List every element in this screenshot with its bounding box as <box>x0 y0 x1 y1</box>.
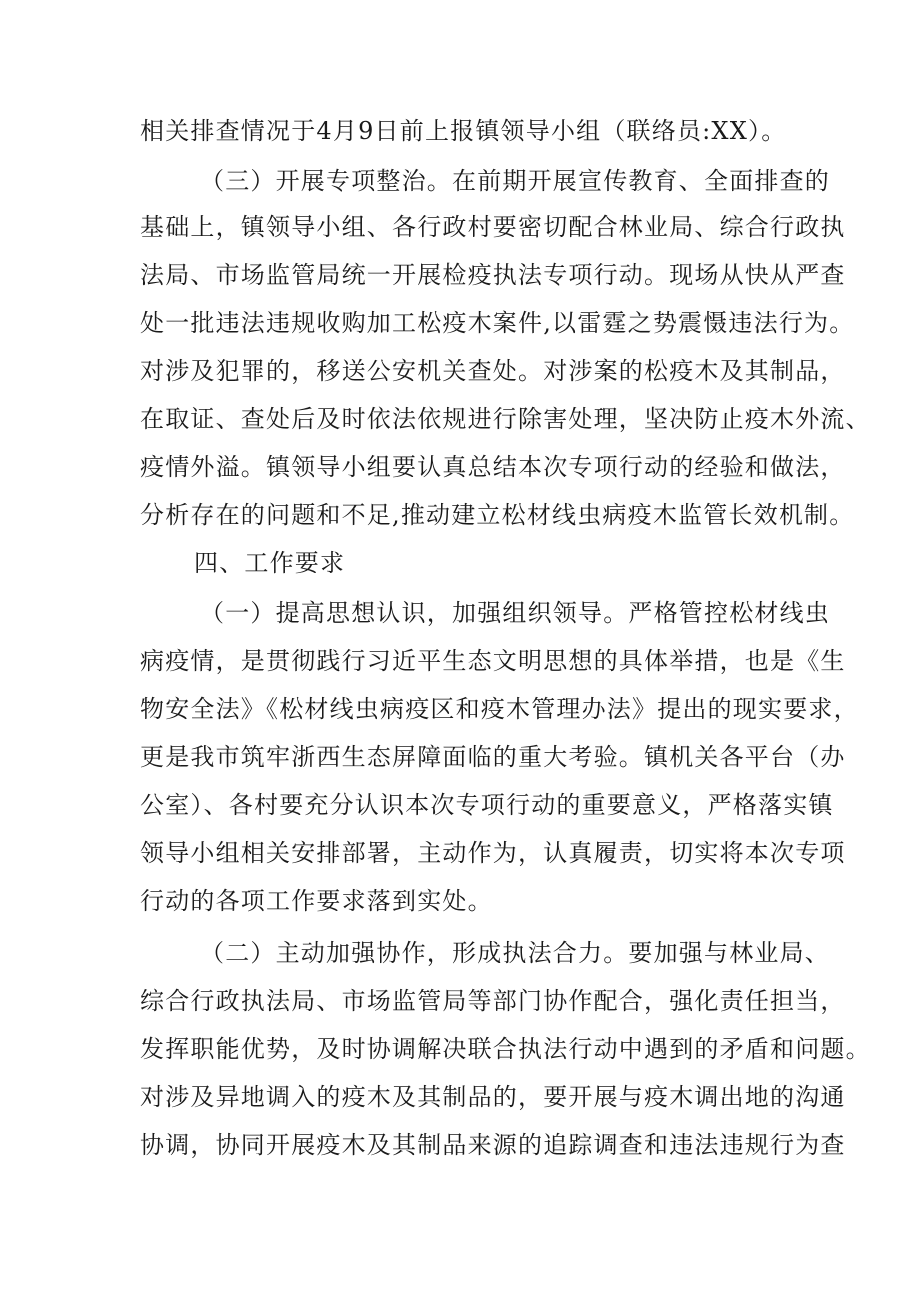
paragraph-line: 法局、市场监管局统一开展检疫执法专项行动。现场从快从严查 <box>140 261 846 289</box>
paragraph-line: 发挥职能优势，及时协调解决联合执法行动中遇到的矛盾和问题。 <box>140 1035 871 1063</box>
paragraph-line: 物安全法》《松材线虫病疫区和疫木管理办法》提出的现实要求， <box>140 695 859 723</box>
paragraph-line: 更是我市筑牢浙西生态屏障面临的重大考验。镇机关各平台（办 <box>140 743 846 771</box>
paragraph-line: 协调，协同开展疫木及其制品来源的追踪调查和违法违规行为查 <box>140 1131 846 1159</box>
paragraph-line: 相关排查情况于4月9日前上报镇领导小组（联络员:XX）。 <box>140 117 787 145</box>
paragraph-line: 分析存在的问题和不足,推动建立松材线虫病疫木监管长效机制。 <box>140 501 855 529</box>
paragraph-line: 基础上，镇领导小组、各行政村要密切配合林业局、综合行政执 <box>140 213 846 241</box>
paragraph-line: 疫情外溢。镇领导小组要认真总结本次专项行动的经验和做法， <box>140 453 846 481</box>
paragraph-line: 行动的各项工作要求落到实处。 <box>140 887 493 915</box>
paragraph-line: （三）开展专项整治。在前期开展宣传教育、全面排查的 <box>200 167 830 195</box>
paragraph-line: 处一批违法违规收购加工松疫木案件,以雷霆之势震慑违法行为。 <box>140 309 855 337</box>
paragraph-line: （一）提高思想认识，加强组织领导。严格管控松材线虫 <box>200 599 830 627</box>
paragraph-line: 病疫情，是贯彻践行习近平生态文明思想的具体举措，也是《生 <box>140 647 846 675</box>
paragraph-line: 对涉及犯罪的，移送公安机关查处。对涉案的松疫木及其制品， <box>140 357 846 385</box>
paragraph-line: 领导小组相关安排部署，主动作为，认真履责，切实将本次专项 <box>140 839 846 867</box>
paragraph-line: 公室）、各村要充分认识本次专项行动的重要意义，严格落实镇 <box>140 791 834 819</box>
paragraph-line: 在取证、查处后及时依法依规进行除害处理，坚决防止疫木外流、 <box>140 405 871 433</box>
section-heading: 四、工作要求 <box>194 549 346 577</box>
paragraph-line: 对涉及异地调入的疫木及其制品的，要开展与疫木调出地的沟通 <box>140 1083 846 1111</box>
paragraph-line: （二）主动加强协作，形成执法合力。要加强与林业局、 <box>200 939 830 967</box>
paragraph-line: 综合行政执法局、市场监管局等部门协作配合，强化责任担当， <box>140 987 846 1015</box>
